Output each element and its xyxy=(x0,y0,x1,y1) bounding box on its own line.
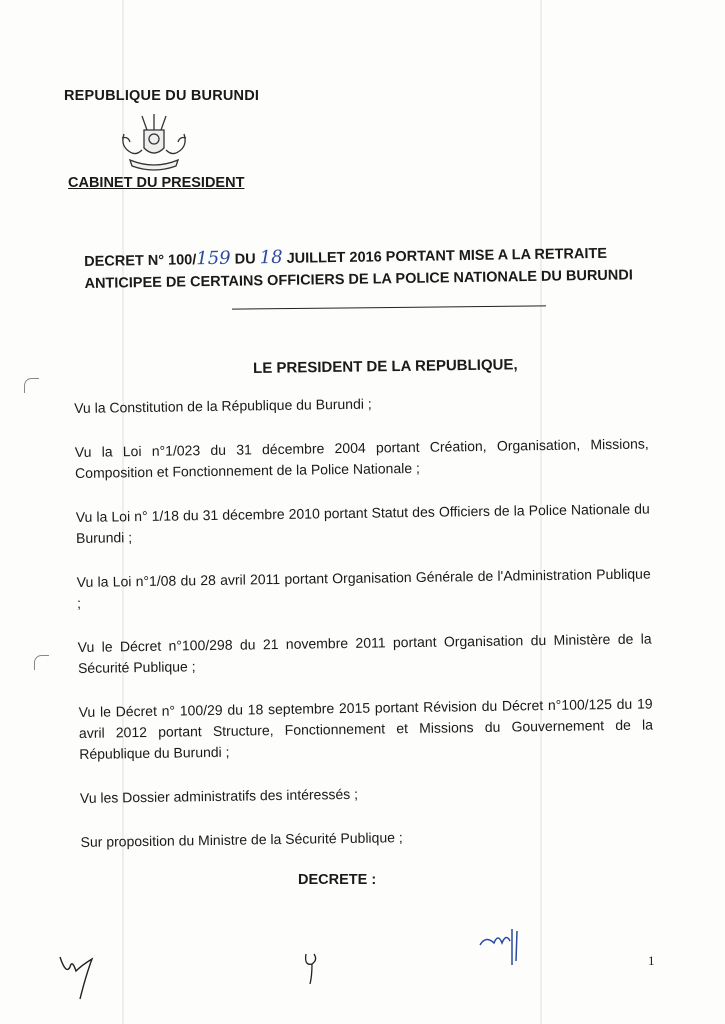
consideration-paragraph: Vu la Loi n° 1/18 du 31 décembre 2010 portant Statut des Officiers de la Police Nationale du Burundi ; xyxy=(75,500,650,546)
title-prefix: DECRET N° 100/ xyxy=(84,252,197,270)
handwritten-decree-number: 159 xyxy=(196,247,231,270)
consideration-paragraph: Vu les Dossier administratifs des intéressés ; xyxy=(79,785,359,806)
initials-signature-icon xyxy=(52,945,112,1005)
consideration-paragraph: Vu la Loi n°1/023 du 31 décembre 2004 portant Création, Organisation, Missions, Composition et Fonctionnement de la Police Nationale ; xyxy=(74,435,649,481)
consideration-paragraph: Vu la Loi n°1/08 du 28 avril 2011 portant Organisation Générale de l'Administration Publique ; xyxy=(76,565,651,611)
consideration-paragraph: Vu la Constitution de la République du Burundi ; xyxy=(74,395,372,416)
consideration-paragraph: Vu le Décret n° 100/29 du 18 septembre 2015 portant Révision du Décret n°100/125 du 19 avril 2012 portant Structure, Fonctionnement et Missions du Gouvernement de la République du Burundi ; xyxy=(78,695,654,762)
title-underline xyxy=(232,305,546,309)
decree-title xyxy=(84,241,645,295)
considerations-block xyxy=(74,389,655,875)
page-number: 1 xyxy=(648,953,655,968)
punch-hole-mark xyxy=(34,655,49,670)
country-heading: REPUBLIQUE DU BURUNDI xyxy=(64,88,260,104)
title-line2: ANTICIPEE DE CERTAINS OFFICIERS DE LA POLICE NATIONALE DU BURUNDI xyxy=(84,267,633,292)
punch-hole-mark xyxy=(24,378,39,393)
title-du: DU xyxy=(230,251,260,268)
initials-signature-icon xyxy=(476,925,526,969)
initials-signature-icon xyxy=(298,948,328,988)
consideration-paragraph: Vu le Décret n°100/298 du 21 novembre 2011 portant Organisation du Ministère de la Sécurité Publique ; xyxy=(77,630,652,676)
cabinet-heading: CABINET DU PRESIDENT xyxy=(68,175,245,191)
president-heading: LE PRESIDENT DE LA REPUBLIQUE, xyxy=(253,356,518,377)
decrete-heading: DECRETE : xyxy=(298,872,377,888)
coat-of-arms-icon xyxy=(116,112,192,178)
consideration-paragraph: Sur proposition du Ministre de la Sécurité Publique ; xyxy=(80,829,403,850)
handwritten-day: 18 xyxy=(259,246,283,269)
title-line1-rest: JUILLET 2016 PORTANT MISE A LA RETRAITE xyxy=(282,245,608,267)
